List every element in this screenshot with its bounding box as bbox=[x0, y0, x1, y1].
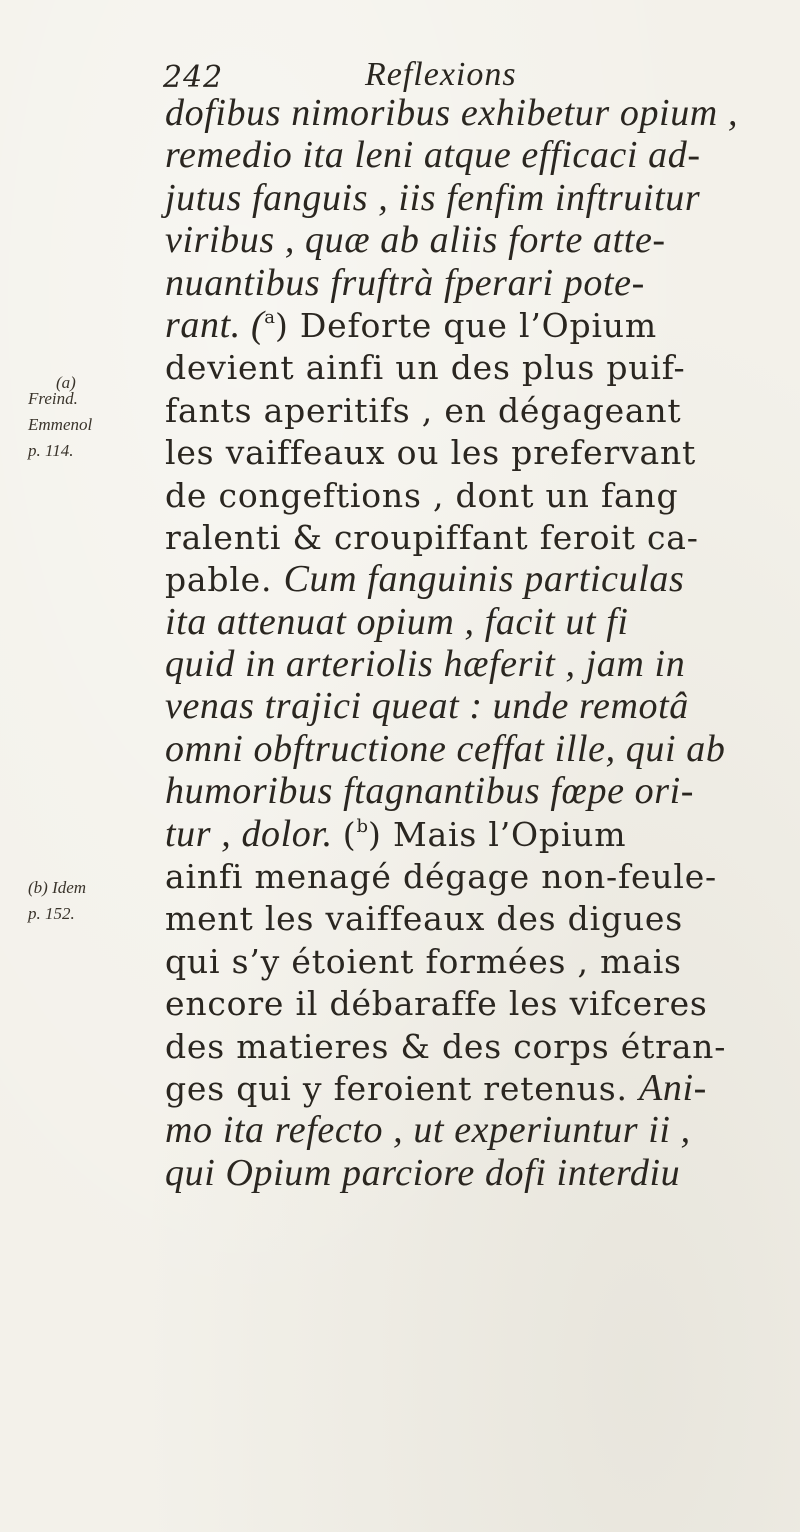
text-segment: humoribus ftagnantibus fœpe ori- bbox=[165, 770, 695, 813]
text-segment: nuantibus fruftrà fperari pote- bbox=[165, 261, 645, 304]
text-line bbox=[165, 262, 785, 304]
text-line bbox=[165, 982, 785, 1024]
margin-note-line: (b) Idem bbox=[28, 878, 87, 897]
text-line bbox=[165, 813, 785, 855]
text-segment: Ani- bbox=[639, 1066, 707, 1109]
text-line bbox=[165, 1152, 785, 1194]
text-segment: venas trajici queat : unde remotâ bbox=[165, 685, 689, 728]
margin-note-a bbox=[28, 372, 148, 462]
text-line bbox=[165, 643, 785, 685]
body-text bbox=[165, 92, 785, 1194]
text-line bbox=[165, 134, 785, 176]
margin-note-line: p. 152. bbox=[28, 904, 75, 923]
text-segment: de congeftions , dont un fang bbox=[165, 475, 679, 515]
margin-note-b bbox=[28, 877, 148, 925]
margin-note-line: p. 114. bbox=[28, 441, 74, 460]
text-segment: les vaiffeaux ou les prefervant bbox=[165, 433, 697, 473]
text-segment: qui s’y étoient formées , mais bbox=[165, 941, 682, 981]
text-line bbox=[165, 897, 785, 939]
text-segment: des matieres & des corps étran- bbox=[165, 1026, 727, 1066]
text-segment: ges qui y feroient retenus. bbox=[165, 1068, 640, 1108]
text-segment: ita attenuat opium , facit ut fi bbox=[165, 600, 629, 643]
text-segment: ralenti & croupiffant feroit ca- bbox=[165, 517, 699, 557]
text-segment: encore il débaraffe les vifceres bbox=[165, 984, 708, 1024]
text-line bbox=[165, 92, 785, 134]
text-line bbox=[165, 219, 785, 261]
text-segment: viribus , quæ ab aliis forte atte- bbox=[165, 219, 666, 262]
text-line bbox=[165, 177, 785, 219]
text-line bbox=[165, 389, 785, 431]
text-line bbox=[165, 940, 785, 982]
margin-note-line: Freind. bbox=[28, 389, 78, 408]
text-segment: devient ainfi un des plus puif- bbox=[165, 348, 686, 388]
text-line bbox=[165, 601, 785, 643]
text-segment: omni obftructione ceffat ille, qui ab bbox=[165, 727, 726, 770]
text-line bbox=[165, 855, 785, 897]
text-line bbox=[165, 558, 785, 600]
text-line bbox=[165, 346, 785, 388]
text-segment: rant. ( bbox=[165, 303, 265, 346]
page-number: 242 bbox=[163, 60, 224, 95]
text-segment: ainfi menagé dégage non-feule- bbox=[165, 857, 717, 897]
footnote-marker: a bbox=[264, 306, 275, 328]
text-line bbox=[165, 1109, 785, 1151]
text-segment: tur , dolor. bbox=[165, 812, 343, 855]
text-segment: ) Mais l’Opium bbox=[368, 814, 627, 854]
running-title: Reflexions bbox=[365, 56, 517, 93]
text-line bbox=[165, 516, 785, 558]
text-line bbox=[165, 728, 785, 770]
text-segment: ment les vaiffeaux des digues bbox=[165, 899, 683, 939]
text-line bbox=[165, 1067, 785, 1109]
text-segment: jutus fanguis , iis fenfim inftruitur bbox=[165, 176, 701, 219]
margin-note-line: Emmenol bbox=[28, 415, 93, 434]
footnote-marker: b bbox=[356, 815, 368, 837]
text-line bbox=[165, 1025, 785, 1067]
text-line bbox=[165, 304, 785, 346]
margin-note-line: (a) bbox=[56, 373, 76, 392]
text-segment: remedio ita leni atque efficaci ad- bbox=[165, 134, 701, 177]
text-segment: fants aperitifs , en dégageant bbox=[165, 390, 682, 430]
text-segment: mo ita refecto , ut experiuntur ii , bbox=[165, 1109, 691, 1152]
text-segment: dofibus nimoribus exhibetur opium , bbox=[165, 92, 739, 134]
text-line bbox=[165, 770, 785, 812]
text-segment: ( bbox=[342, 814, 357, 854]
text-segment: Cum fanguinis particulas bbox=[283, 558, 685, 601]
text-line bbox=[165, 685, 785, 727]
text-line bbox=[165, 431, 785, 473]
text-segment: ) Deforte que l’Opium bbox=[274, 305, 657, 345]
text-segment: qui Opium parciore dofi interdiu bbox=[165, 1151, 681, 1194]
text-segment: pable. bbox=[165, 560, 284, 600]
text-segment: quid in arteriolis hæferit , jam in bbox=[165, 643, 686, 686]
text-line bbox=[165, 474, 785, 516]
